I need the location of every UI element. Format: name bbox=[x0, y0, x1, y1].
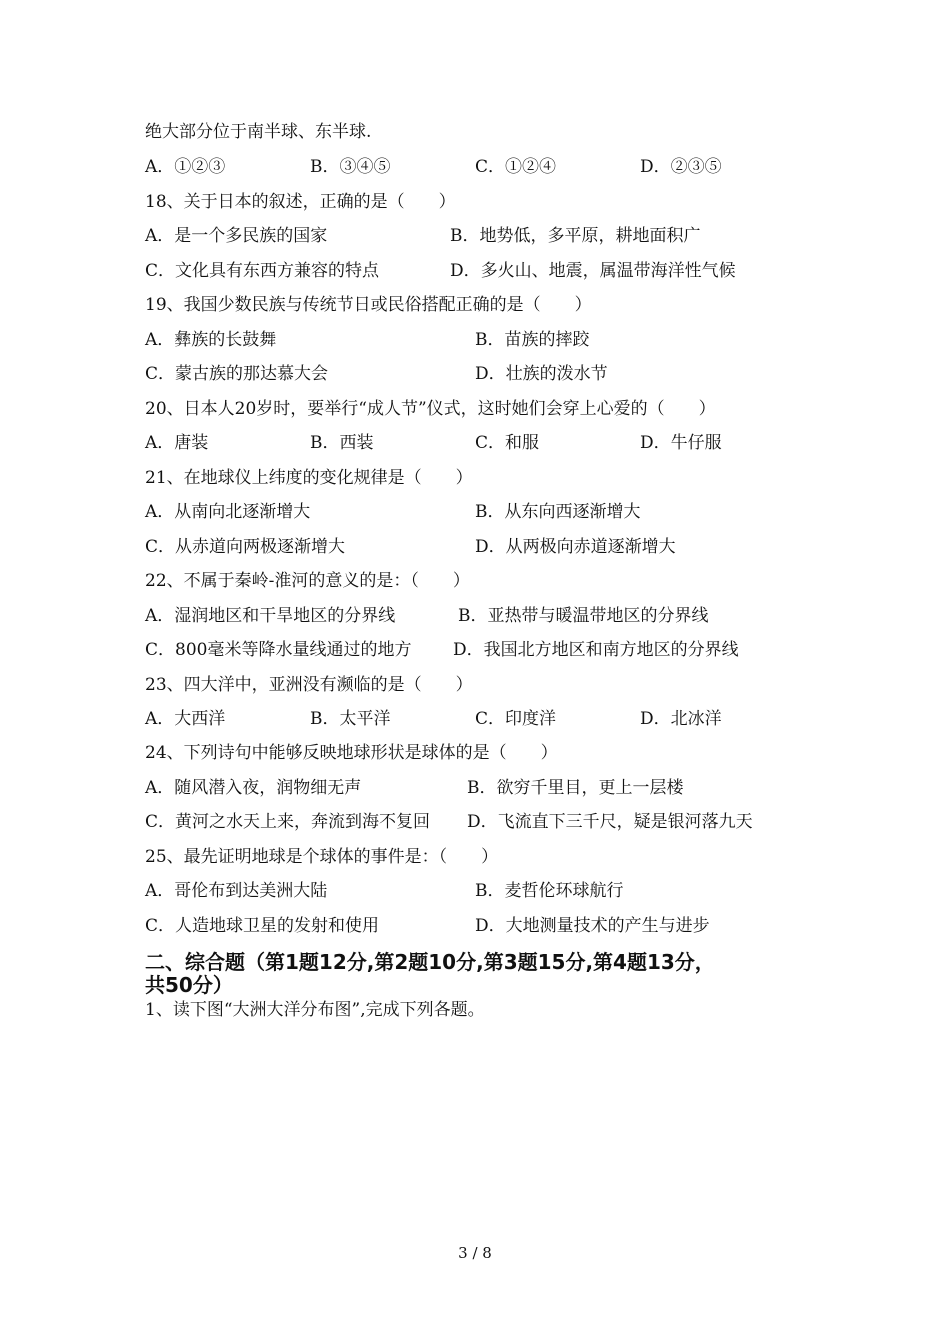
option-a: A．哥伦布到达美洲大陆 bbox=[145, 881, 328, 901]
question-20-stem: 20、日本人20岁时，要举行“成人节”仪式，这时她们会穿上心爱的（ ） bbox=[145, 399, 716, 419]
option-a: A．彝族的长鼓舞 bbox=[145, 330, 277, 350]
option-d: D．多火山、地震，属温带海洋性气候 bbox=[450, 261, 736, 281]
option-b: B．苗族的摔跤 bbox=[475, 330, 590, 350]
option-b: B．③④⑤ bbox=[310, 157, 391, 177]
option-b: B．太平洋 bbox=[310, 709, 391, 729]
question-25-stem: 25、最先证明地球是个球体的事件是：（ ） bbox=[145, 847, 499, 867]
option-d: D．飞流直下三千尺，疑是银河落九天 bbox=[467, 812, 753, 832]
option-c: C．和服 bbox=[475, 433, 540, 453]
option-b: B．亚热带与暖温带地区的分界线 bbox=[458, 606, 709, 626]
option-c: C．从赤道向两极逐渐增大 bbox=[145, 537, 346, 557]
option-a: A．①②③ bbox=[145, 157, 226, 177]
option-b: B．从东向西逐渐增大 bbox=[475, 502, 641, 522]
section-2-title-line-2: 共50分） bbox=[145, 973, 233, 997]
question-18-stem: 18、关于日本的叙述，正确的是（ ） bbox=[145, 192, 456, 212]
option-a: A．湿润地区和干旱地区的分界线 bbox=[145, 606, 396, 626]
option-c: C．黄河之水天上来，奔流到海不复回 bbox=[145, 812, 431, 832]
page-number: 3 / 8 bbox=[458, 1244, 492, 1262]
option-b: B．麦哲伦环球航行 bbox=[475, 881, 624, 901]
option-c: C．蒙古族的那达慕大会 bbox=[145, 364, 329, 384]
option-c: C．印度洋 bbox=[475, 709, 557, 729]
option-b: B．西装 bbox=[310, 433, 374, 453]
option-d: D．北冰洋 bbox=[640, 709, 722, 729]
option-a: A．唐装 bbox=[145, 433, 209, 453]
option-c: C．①②④ bbox=[475, 157, 557, 177]
question-21-stem: 21、在地球仪上纬度的变化规律是（ ） bbox=[145, 468, 473, 488]
option-c: C．文化具有东西方兼容的特点 bbox=[145, 261, 380, 281]
question-22-stem: 22、不属于秦岭-淮河的意义的是：（ ） bbox=[145, 571, 470, 591]
section-2-question-1-stem: 1、读下图“大洲大洋分布图”,完成下列各题。 bbox=[145, 1000, 485, 1020]
option-d: D．壮族的泼水节 bbox=[475, 364, 608, 384]
option-a: A．从南向北逐渐增大 bbox=[145, 502, 311, 522]
option-b: B．欲穷千里目，更上一层楼 bbox=[467, 778, 684, 798]
option-d: D．牛仔服 bbox=[640, 433, 722, 453]
question-24-stem: 24、下列诗句中能够反映地球形状是球体的是（ ） bbox=[145, 743, 558, 763]
option-a: A．大西洋 bbox=[145, 709, 226, 729]
option-d: D．我国北方地区和南方地区的分界线 bbox=[453, 640, 739, 660]
question-19-stem: 19、我国少数民族与传统节日或民俗搭配正确的是（ ） bbox=[145, 295, 592, 315]
question-17-stem-end: 绝大部分位于南半球、东半球. bbox=[145, 122, 372, 142]
option-d: D．大地测量技术的产生与进步 bbox=[475, 916, 710, 936]
section-2-title-line-1: 二、综合题（第1题12分,第2题10分,第3题15分,第4题13分， bbox=[145, 950, 715, 974]
option-d: D．②③⑤ bbox=[640, 157, 722, 177]
option-c: C．人造地球卫星的发射和使用 bbox=[145, 916, 380, 936]
option-a: A．是一个多民族的国家 bbox=[145, 226, 328, 246]
question-23-stem: 23、四大洋中，亚洲没有濒临的是（ ） bbox=[145, 675, 473, 695]
option-c: C．800毫米等降水量线通过的地方 bbox=[145, 640, 412, 660]
option-b: B．地势低，多平原，耕地面积广 bbox=[450, 226, 701, 246]
option-d: D．从两极向赤道逐渐增大 bbox=[475, 537, 676, 557]
option-a: A．随风潜入夜，润物细无声 bbox=[145, 778, 362, 798]
